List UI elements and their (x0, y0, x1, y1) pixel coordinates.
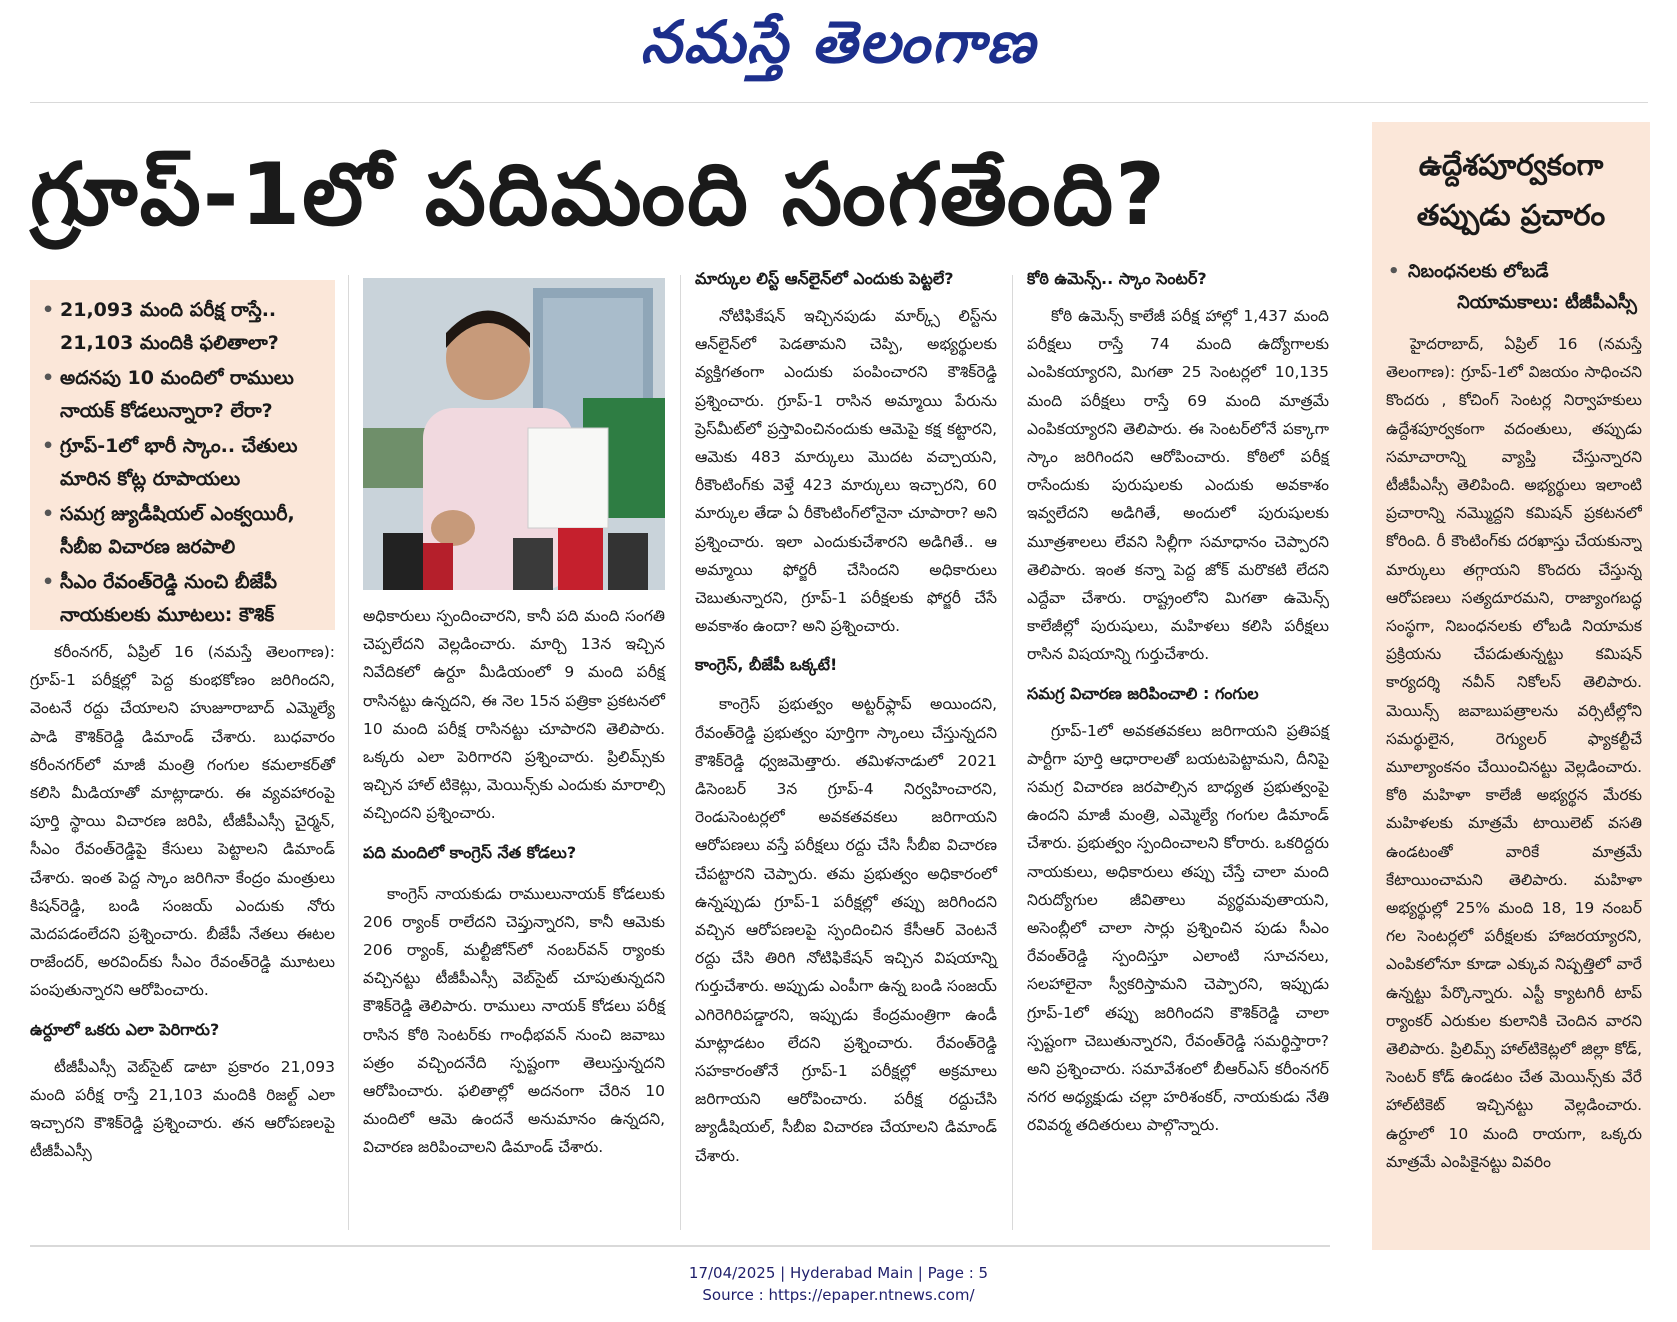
article-bottom-rule (30, 1245, 1330, 1247)
article-paragraph: టీజీపీఎస్సీ వెబ్‌సైట్ డాటా ప్రకారం 21,093 మంది పరీక్ష రాస్తే 21,103 మందికి రిజల్ట్ ఎలా ఇచ్చారని కౌశిక్‌రెడ్డి ప్రశ్నించారు. తన ఆరోపణలపై టీజీపీఎస్సీ (30, 1057, 335, 1161)
sidebar-subheading-line: నియామకాలు: టీజీపీఎస్సీ (1457, 292, 1637, 313)
article-paragraph: గ్రూప్-1లో అవకతవకలు జరిగాయని ప్రతిపక్ష పార్టీగా పూర్తి ఆధారాలతో బయటపెట్టామని, దీనిపై సమగ్ర విచారణ జరపాల్సిన బాధ్యత ప్రభుత్వంపై ఉందని మాజీ మంత్రి, ఎమ్మెల్యే గంగుల డిమాండ్ చేశారు. ప్రభుత్వం స్పందించాలని కోరారు. ఒకరిద్దరు నాయకులు, అధికారులు తప్పు చేస్తే చాలా మంది నిరుద్యోగుల జీవితాలు వ్యర్థమవుతాయని, అసెంబ్లీలో చాలా సార్లు ప్రశ్నించిన పుడు సీఎం రేవంత్‌రెడ్డి స్పందిస్తూ ఎలాంటి సూచనలు, సలహాలైనా స్వీకరిస్తామని చెప్పారని, ఇప్పుడు గ్రూప్-1లో తప్పు జరిగిందని కౌశిక్‌రెడ్డి చాలా స్పష్టంగా చెబుతున్నారని, రేవంత్‌రెడ్డి సమర్థిస్తారా? అని ప్రశ్నించారు. సమావేశంలో బీఆర్‌ఎస్ కరీంనగర్ నగర అధ్యక్షుడు చల్లా హరిశంకర్, నాయకుడు నేతి రవివర్మ తదితరులు పాల్గొన్నారు. (1027, 721, 1329, 1135)
highlights-box (30, 280, 335, 630)
section-subhead: కాంగ్రెస్, బీజేపీ ఒక్కటే! (695, 655, 838, 675)
bullet-icon: • (1388, 261, 1400, 282)
section-subhead: సమగ్ర విచారణ జరిపించాలి : గంగుల (1027, 683, 1259, 703)
press-photo-illustration (363, 278, 665, 590)
sidebar-subheading (1388, 256, 1643, 318)
section-subhead: ఉర్దూలో ఒకరు ఎలా పెరిగారు? (30, 1019, 220, 1039)
article-paragraph: హైదరాబాద్, ఏప్రిల్ 16 (నమస్తే తెలంగాణ): గ్రూప్-1లో విజయం సాధించని కొందరు , కోచింగ్ సెంటర్ల నిర్వాహకులు ఉద్దేశపూర్వకంగా వదంతులు, తప్పుడు సమాచారాన్ని వ్యాప్తి చేస్తున్నారని టీజీపీఎస్సీ తెలిపింది. అభ్యర్థులు ఇలాంటి ప్రచారాన్ని నమ్మొద్దని కమిషన్ ప్రకటనలో కోరింది. రీ కౌంటింగ్‌కు దరఖాస్తు చేయకున్నా మార్కులు తగ్గాయని కొందరు చేస్తున్న ఆరోపణలు సత్యదూరమని, రాజ్యాంగబద్ధ సంస్థగా, నిబంధనలకు లోబడి నియామక ప్రక్రియను చేపడుతున్నట్టు కమిషన్ కార్యదర్శి నవీన్ నికోలస్ తెలిపారు. మెయిన్స్ జవాబుపత్రాలను వర్సిటీల్లోని సమర్థులైన, రెగ్యులర్ ఫ్యాకల్టీచే మూల్యాంకనం చేయించినట్టు వెల్లడించారు. కోఠి మహిళా కాలేజీ అభ్యర్థన మేరకు మహిళలకు మాత్రమే టాయిలెట్ వసతి ఉండటంతో వారికే మాత్రమే కేటాయించామని తెలిపారు. మహిళా అభ్యర్థుల్లో 25% మంది 18, 19 నంబర్ గల సెంటర్లలో పరీక్షలకు హాజరయ్యారని, ఎంపికలోనూ కూడా ఎక్కువ నిష్పత్తిలో వారే ఉన్నట్టు పేర్కొన్నారు. ఎస్టీ క్యాటగిరీ టాప్ ర్యాంకర్ ఎరుకుల కులానికి చెందిన వారని తెలిపారు. ప్రిలిమ్స్ హాల్‌టికెట్లలో జిల్లా కోడ్, సెంటర్ కోడ్ ఉండటం చేత మెయిన్స్‌కు వేరే హాల్‌టికెట్ ఇచ్చినట్టు వెల్లడించారు. ఉర్దూలో 10 మంది రాయగా, ఒక్కరు మాత్రమే ఎంపికైనట్టు వివరిం (1386, 335, 1642, 1171)
article-paragraph: కోఠి ఉమెన్స్ కాలేజీ పరీక్ష హాల్లో 1,437 మంది పరీక్షలు రాస్తే 74 మంది ఉద్యోగాలకు ఎంపికయ్యారని, మిగతా 25 సెంటర్లలో 10,135 మంది పరీక్షలు రాస్తే 69 మంది మాత్రమే ఎంపికయ్యారని తెలిపారు. ఈ సెంటర్‌లోనే పక్కాగా స్కాం జరిగిందని ఆరోపించారు. కోఠిలో పరీక్ష రాసేందుకు పురుషులకు ఎందుకు అవకాశం ఇవ్వలేదని అడిగితే, అందులో పురుషులకు మూత్రశాలలు లేవని సిల్లీగా సమాధానం చెప్పారని తెలిపారు. ఇంత కన్నా పెద్ద జోక్ మరొకటి లేదని ఎద్దేవా చేశారు. రాష్ట్రంలోని మిగతా ఉమెన్స్ కాలేజీల్లో పురుషులు, మహిళలు కలిసి పరీక్షలు రాసిన విషయాన్ని గుర్తుచేశారు. (1027, 307, 1329, 664)
highlight-item: • 21,093 మంది పరీక్ష రాస్తే.. 21,103 మందికి ఫలితాలా? (42, 294, 325, 360)
sidebar-headline (1372, 140, 1650, 240)
section-subhead: కోఠి ఉమెన్స్.. స్కాం సెంటర్? (1027, 269, 1207, 288)
article-paragraph: కాంగ్రెస్ నాయకుడు రాములునాయక్ కోడలుకు 206 ర్యాంక్ రాలేదని చెప్తున్నారని, కానీ ఆమెకు 206 ర్యాంక్, మల్టీజోన్‌లో నంబర్‌వన్ ర్యాంకు వచ్చినట్టు టీజీపీఎస్సీ వెబ్‌సైట్ చూపుతున్నదని కౌశిక్‌రెడ్డి తెలిపారు. రాములు నాయక్ కోడలు పరీక్ష రాసిన కోఠి సెంటర్‌కు గాంధీభవన్ నుంచి జవాబు పత్రం వచ్చిందనేది స్పష్టంగా తెలుస్తున్నదని ఆరోపించారు. ఫలితాల్లో అదనంగా చేరిన 10 మందిలో ఆమె ఉందనే అనుమానం ఉన్నదని, విచారణ జరిపించాలని డిమాండ్ చేశారు. (363, 884, 665, 1157)
article-paragraph: నోటిఫికేషన్ ఇచ్చినపుడు మార్క్స్ లిస్ట్‌ను ఆన్‌లైన్‌లో పెడతామని చెప్పి, అభ్యర్థులకు వ్యక్తిగతంగా ఎందుకు పంపించారని కౌశిక్‌రెడ్డి ప్రశ్నించారు. గ్రూప్-1 రాసిన అమ్మాయి పేరును ప్రెస్‌మీట్‌లో ప్రస్తావించినందుకు ఆమెపై కక్ష కట్టారని, ఆమెకు 483 మార్కులు మొదట వచ్చాయని, రీకౌంటింగ్‌కు వెళ్తే 423 మార్కులు ఇచ్చారని, 60 మార్కుల తేడా ఏ రీకౌంటింగ్‌లోనైనా చూపారా? అని ప్రశ్నించారు. ఇలా ఎందుకుచేశారని అడిగితే.. ఆ అమ్మాయి ఫోర్జరీ చేసిందని అధికారులు చెబుతున్నారని, గ్రూప్-1 పరీక్షలకు ఫోర్జరీ చేసే అవకాశం ఉందా? అని ప్రశ్నించారు. (695, 307, 997, 636)
column-divider (680, 275, 681, 1230)
article-column-2 (363, 602, 665, 1162)
column-divider (1012, 275, 1013, 1230)
sidebar-subheading-line (1388, 256, 1643, 287)
footer-source-link[interactable]: Source : https://epaper.ntnews.com/ (702, 1286, 975, 1304)
article-column-1 (30, 638, 335, 1165)
section-subhead: పది మందిలో కాంగ్రెస్ నేత కోడలు? (363, 842, 577, 862)
article-column-3 (695, 266, 997, 1170)
newspaper-logo: నమస్తే తెలంగాణ (640, 8, 1037, 76)
highlight-item: • గ్రూప్-1లో భారీ స్కాం.. చేతులు మారిన కోట్ల రూపాయలు (42, 430, 325, 496)
masthead-divider (30, 102, 1648, 103)
sidebar-subheading-text: నిబంధనలకు లోబడే (1408, 261, 1549, 282)
article-paragraph: అధికారులు స్పందించారని, కానీ పది మంది సంగతి చెప్పలేదని వెల్లడించారు. మార్చి 13న ఇచ్చిన నివేదికలో ఉర్దూ మీడియంలో 9 మంది పరీక్ష రాసినట్టు ఉన్నదని, ఈ నెల 15న పత్రికా ప్రకటనలో 10 మంది పరీక్ష రాసినట్టు చూపారని తెలిపారు. ఒక్కరు ఎలా పెరిగారని ప్రశ్నించారు. ప్రిలిమ్స్‌కు ఇచ్చిన హాల్ టికెట్లు, మెయిన్స్‌కు ఎందుకు మారాల్సి వచ్చిందని ప్రశ్నించారు. (363, 607, 665, 823)
highlight-item: • సమగ్ర జ్యుడీషియల్ ఎంక్వయిరీ, సీబీఐ విచారణ జరపాలి (42, 498, 325, 564)
article-paragraph: కాంగ్రెస్ ప్రభుత్వం అట్టర్‌ఫ్లాప్ అయిందని, రేవంత్‌రెడ్డి ప్రభుత్వం పూర్తిగా స్కాంలు చేస్తున్నదని కౌశిక్‌రెడ్డి ధ్వజమెత్తారు. తమిళనాడులో 2021 డిసెంబర్ 3న గ్రూప్-4 నిర్వహించారని, రెండుసెంటర్లలో అవకతవకలు జరిగాయని ఆరోపణలు వస్తే పరీక్షలు రద్దు చేసి సీబీఐ విచారణ చేపట్టారని చెప్పారు. తమ ప్రభుత్వం అధికారంలో ఉన్నప్పుడు గ్రూప్-1 పరీక్షల్లో తప్పు జరిగిందని వచ్చిన ఆరోపణలపై స్పందించిన కేసీఆర్ వెంటనే రద్దు చేసి తిరిగి నోటిఫికేషన్ ఇచ్చిన విషయాన్ని గుర్తుచేశారు. అప్పుడు ఎంపీగా ఉన్న బండి సంజయ్ ఎగిరెగిరిపడ్డారని, ఇప్పుడు కేంద్రమంత్రిగా ఉండీ మాట్లాడటం లేదని ప్రశ్నించారు. రేవంత్‌రెడ్డి సహకారంతోనే గ్రూప్-1 పరీక్షల్లో అక్రమాలు జరిగాయని ఆరోపించారు. పరీక్ష రద్దుచేసి జ్యుడీషియల్, సీబీఐ విచారణ చేయాలని డిమాండ్ చేశారు. (695, 695, 997, 1165)
sidebar-article-body (1386, 330, 1642, 1245)
masthead (0, 0, 1677, 95)
highlight-item: • అదనపు 10 మందిలో రాములు నాయక్ కోడలున్నారా? లేరా? (42, 362, 325, 428)
article-paragraph: కరీంనగర్, ఏప్రిల్ 16 (నమస్తే తెలంగాణ): గ్రూప్-1 పరీక్షల్లో పెద్ద కుంభకోణం జరిగిందని, వెంటనే రద్దు చేయాలని హుజూరాబాద్ ఎమ్మెల్యే పాడి కౌశిక్‌రెడ్డి డిమాండ్ చేశారు. బుధవారం కరీంనగర్‌లో మాజీ మంత్రి గంగుల కమలాకర్‌తో కలిసి మీడియాతో మాట్లాడారు. ఈ వ్యవహారంపై పూర్తి స్థాయి విచారణ జరిపి, టీజీపీఎస్సీ చైర్మన్, సీఎం రేవంత్‌రెడ్డిపై కేసులు పెట్టాలని డిమాండ్ చేశారు. ఇంత పెద్ద స్కాం జరిగినా కేంద్రం మంత్రులు కిషన్‌రెడ్డి, బండి సంజయ్ ఎందుకు నోరు మెదపడంలేదని ప్రశ్నించారు. బీజేపీ నేతలు ఈటల రాజేందర్, అరవింద్‌కు సీఎం రేవంత్‌రెడ్డి మూటలు పంపుతున్నారని ఆరోపించారు. (30, 643, 335, 1000)
press-conference-photo (363, 278, 665, 590)
headline: గ్రూప్-1లో పదిమంది సంగతేంది? (30, 145, 1168, 245)
sidebar-headline-line: తప్పుడు ప్రచారం (1416, 198, 1606, 232)
page-footer (0, 1262, 1677, 1306)
highlight-item: • సీఎం రేవంత్‌రెడ్డి నుంచి బీజేపీ నాయకులకు మూటలు: కౌశిక్ (42, 566, 325, 632)
article-column-4 (1027, 266, 1329, 1140)
section-subhead: మార్కుల లిస్ట్ ఆన్‌లైన్‌లో ఎందుకు పెట్టలే? (695, 269, 954, 288)
footer-edition-info: 17/04/2025 | Hyderabad Main | Page : 5 (688, 1264, 989, 1282)
sidebar-headline-line: ఉద్దేశపూర్వకంగా (1418, 148, 1604, 182)
column-divider (348, 275, 349, 1230)
